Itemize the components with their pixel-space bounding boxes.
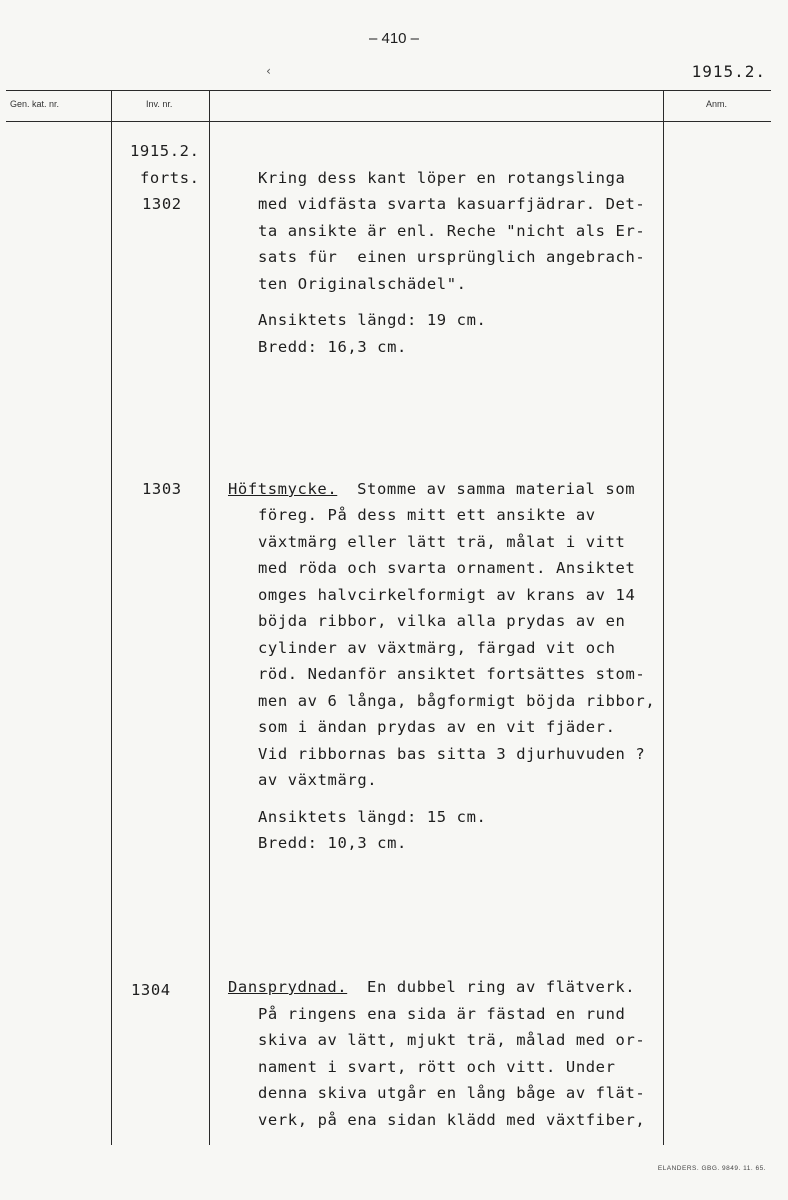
column-header-inv: Inv. nr. <box>146 99 173 109</box>
header-inventory-number: 1915.2. <box>691 62 766 81</box>
entry-1302-line: Kring dess kant löper en rotangslinga <box>258 169 626 187</box>
entry-1303-line: av växtmärg. <box>258 771 378 789</box>
column-divider-gen-inv <box>111 90 112 1145</box>
inv-number-1303: 1303 <box>142 480 182 498</box>
header-rule-bottom <box>6 121 771 122</box>
entry-1304-first-line-text: En dubbel ring av flätverk. <box>347 978 636 996</box>
entry-1302-measure: Ansiktets längd: 19 cm. <box>258 311 487 329</box>
entry-1303-first-line-text: Stomme av samma material som <box>337 480 636 498</box>
entry-1303-title: Höftsmycke. <box>228 480 338 498</box>
entry-1302-line: ten Originalschädel". <box>258 275 467 293</box>
printer-imprint: ELANDERS. GBG. 9849. 11. 65. <box>657 1165 766 1172</box>
entry-1302-line: ta ansikte är enl. Reche "nicht als Er- <box>258 222 646 240</box>
page-number: – 410 – <box>368 30 420 47</box>
entry-1304-first-line <box>228 974 635 1001</box>
entry-1302-measure: Bredd: 16,3 cm. <box>258 338 407 356</box>
entry-1303-first-line <box>228 476 635 503</box>
inv-number-series: 1915.2. <box>130 142 200 160</box>
entry-1303-line: omges halvcirkelformigt av krans av 14 <box>258 586 636 604</box>
entry-1303-measure: Bredd: 10,3 cm. <box>258 834 407 852</box>
entry-1303-line: föreg. På dess mitt ett ansikte av <box>258 506 596 524</box>
entry-1303-line: röd. Nedanför ansiktet fortsättes stom- <box>258 665 646 683</box>
entry-1303-line: med röda och svarta ornament. Ansiktet <box>258 559 636 577</box>
entry-1303-line: cylinder av växtmärg, färgad vit och <box>258 639 616 657</box>
header-rule-top <box>6 90 771 91</box>
entry-1303-line: böjda ribbor, vilka alla prydas av en <box>258 612 626 630</box>
entry-1302-line: sats für einen ursprünglich angebrach- <box>258 248 646 266</box>
inv-number-1304: 1304 <box>131 981 171 999</box>
entry-1304-line: nament i svart, rött och vitt. Under <box>258 1058 616 1076</box>
entry-1304-line: denna skiva utgår en lång båge av flät- <box>258 1084 646 1102</box>
column-divider-text-anm <box>663 90 664 1145</box>
column-header-gen-kat: Gen. kat. nr. <box>10 99 60 109</box>
entry-1304-line: På ringens ena sida är fästad en rund <box>258 1005 626 1023</box>
entry-1302-line: med vidfästa svarta kasuarfjädrar. Det- <box>258 195 646 213</box>
column-divider-inv-text <box>209 90 210 1145</box>
entry-1304-title: Dansprydnad. <box>228 978 348 996</box>
column-header-anm: Anm. <box>706 99 728 109</box>
entry-1303-line: men av 6 långa, bågformigt böjda ribbor, <box>258 692 656 710</box>
entry-1303-line: Vid ribbornas bas sitta 3 djurhuvuden ? <box>258 745 646 763</box>
entry-1303-line: som i ändan prydas av en vit fjäder. <box>258 718 616 736</box>
entry-1304-line: verk, på ena sidan klädd med växtfiber, <box>258 1111 646 1129</box>
inv-forts-label: forts. <box>140 169 200 187</box>
stray-mark: ‹ <box>265 64 273 78</box>
inv-number-1302: 1302 <box>142 195 182 213</box>
entry-1303-line: växtmärg eller lätt trä, målat i vitt <box>258 533 626 551</box>
entry-1304-line: skiva av lätt, mjukt trä, målad med or- <box>258 1031 646 1049</box>
entry-1303-measure: Ansiktets längd: 15 cm. <box>258 808 487 826</box>
